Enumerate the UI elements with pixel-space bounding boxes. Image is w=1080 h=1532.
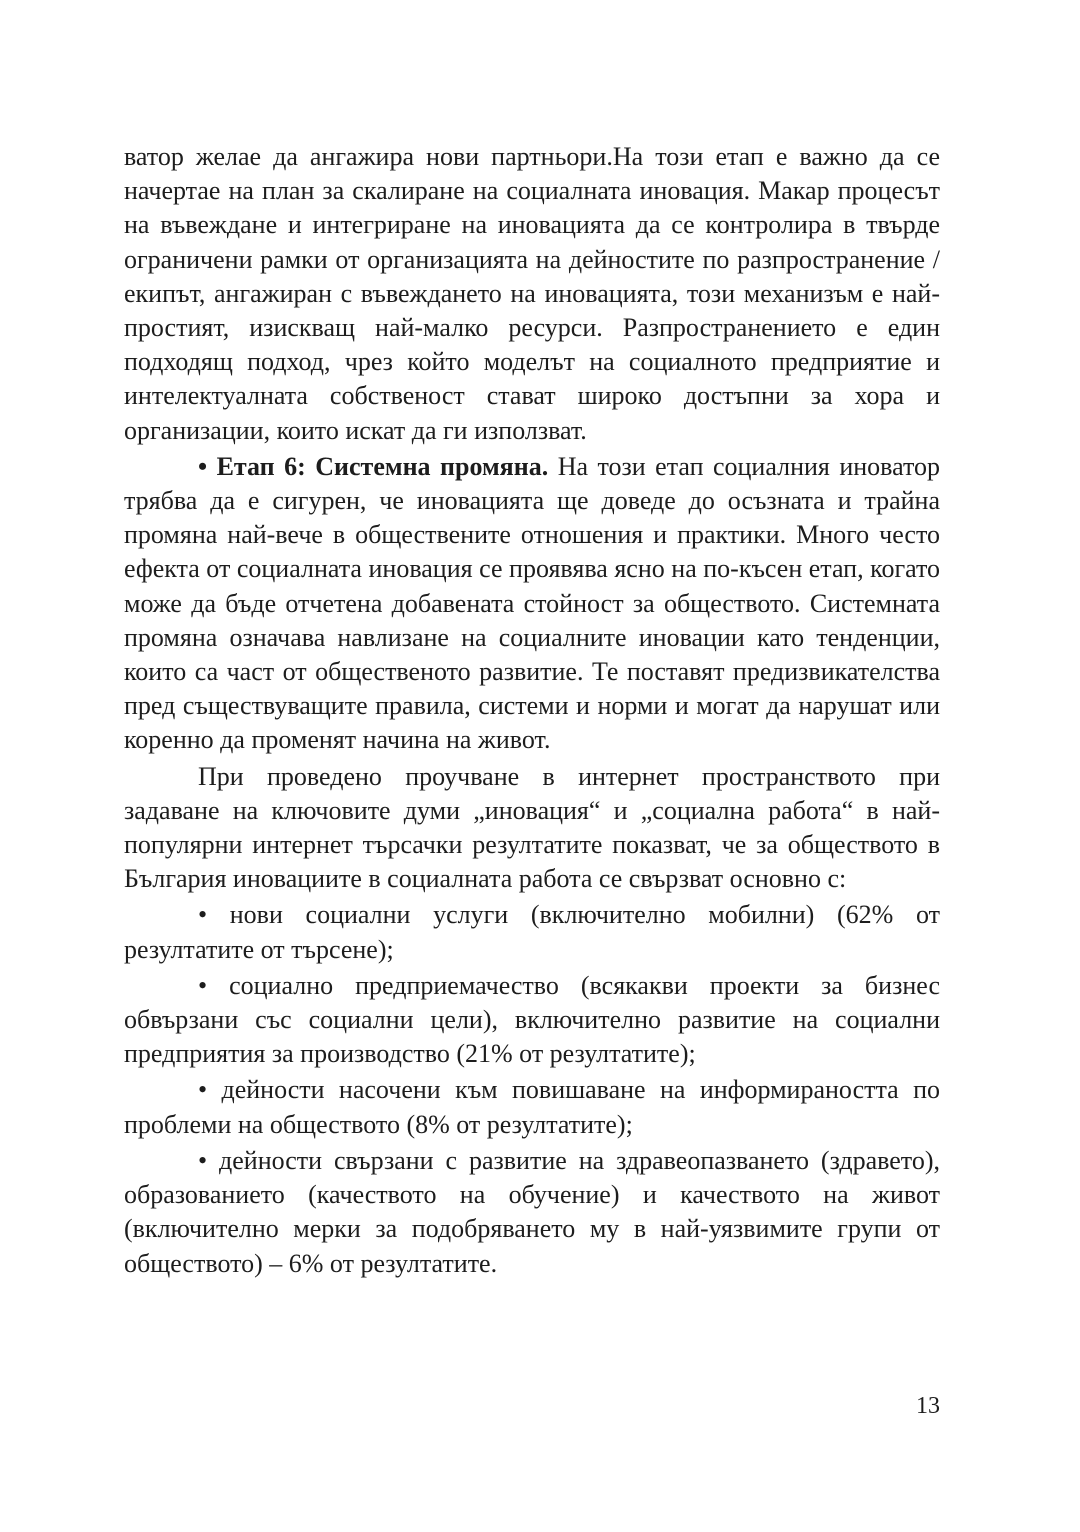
stage-6-heading: • Етап 6: Системна промяна.: [198, 451, 549, 481]
list-item: • социално предприемачество (всякакви проекти за бизнес обвързани със социални цели), включително развитие на социални предприятия за производство (21% от резултатите);: [124, 970, 940, 1069]
paragraph-internet-study: При проведено проучване в интернет пространството при задаване на ключовите думи „иновация“ и „социална работа“ в най-популярни интернет търсачки резултатите показват, че за обществото в България иновациите в социалната работа се свързват основно с:: [124, 761, 940, 894]
page-number: 13: [916, 1393, 940, 1419]
paragraph-dissemination: ватор желае да ангажира нови партньори.На този етап е важно да се начертае на план за скалиране на социалната иновация. Макар процесът на въвеждане и интегриране на иновацията да се контролира в твърде ограничени рамки от организацията на дейностите по разпространение /екипът, ангажиран с въвеждането на иновацията, този механизъм е най-простият, изискващ най-малко ресурси. Разпространението е един подходящ подход, чрез който моделът на социалното предприятие и интелектуалната собственост стават широко достъпни за хора и организации, които искат да ги използват.: [124, 142, 940, 445]
paragraph-stage-6: [124, 450, 940, 758]
list-item: • дейности насочени към повишаване на информираността по проблеми на обществото (8% от резултатите);: [124, 1075, 940, 1139]
list-item: • нови социални услуги (включително мобилни) (62% от резултатите от търсене);: [124, 900, 940, 964]
stage-6-text: На този етап социалния иноватор трябва да е сигурен, че иновацията ще доведе до осъзната и трайна промяна най-вече в обществените отношения и практики. Много често ефекта от социалната иновация се проявява ясно на по-късен етап, когато може да бъде отчетена добавената стойност за обществото. Системната промяна означава навлизане на социалните иновации като тенденции, които са част от общественото развитие. Те поставят предизвикателства пред съществуващите правила, системи и норми и могат да нарушат или коренно да променят начина на живот.: [124, 451, 940, 755]
page-body: [124, 140, 940, 1281]
list-item: • дейности свързани с развитие на здравеопазването (здравето), образованието (качеството на обучение) и качеството на живот (включително мерки за подобряването му в най-уязвимите групи от обществото) – 6% от резултатите.: [124, 1145, 940, 1278]
